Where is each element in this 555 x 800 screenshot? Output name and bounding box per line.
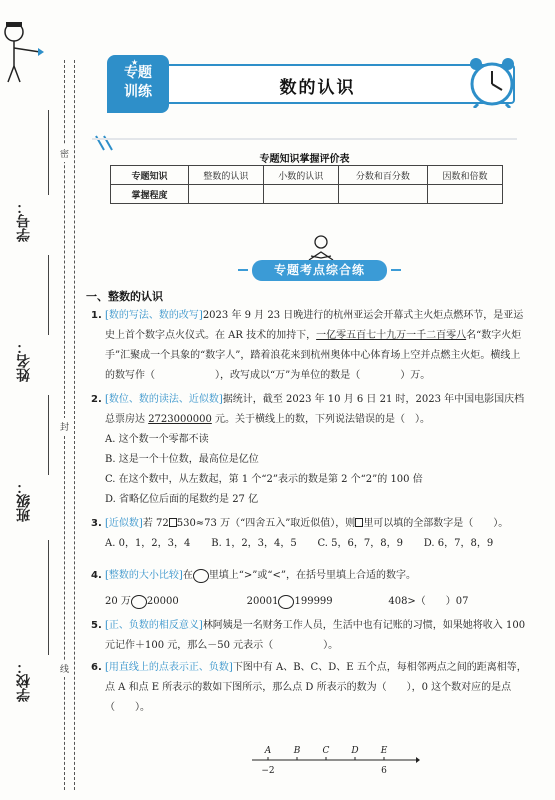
option-a[interactable]: A. 0，1，2，3，4	[105, 538, 191, 549]
underlined-text: 一亿零五百七十九万一千二百零八	[316, 330, 467, 341]
reading-figure-icon	[303, 234, 339, 262]
table-cell: 分数和百分数	[338, 166, 427, 185]
number-line	[250, 740, 420, 780]
option-d[interactable]: D. 省略亿位后面的尾数约是 27 亿	[105, 494, 259, 505]
question-text: 里可以填的全部数字是（ ）。	[363, 518, 509, 529]
question-text: 530≈73 万（“四舍五入”取近似值），则	[176, 518, 356, 529]
question-text: 据统计，截至 2023 年 10 月 6 日 21 时，2023 年中国电影国庆档总票房达	[105, 394, 525, 425]
question-6	[91, 658, 530, 718]
question-4	[91, 566, 530, 612]
question-2	[91, 390, 530, 510]
evaluation-table	[110, 165, 503, 204]
question-number: 4.	[91, 570, 102, 581]
seal-word-mi: 密	[60, 145, 69, 162]
question-number: 3.	[91, 518, 102, 529]
point-value: −2	[261, 766, 275, 776]
point-label-a: A	[264, 746, 272, 756]
name-field[interactable]	[4, 340, 44, 382]
mastery-input-cell[interactable]	[338, 185, 427, 204]
student-id-field[interactable]	[4, 200, 44, 242]
question-text: 2023 年 9 月 23 日晚进行的杭州亚运会开幕式主火炬点燃环节，是亚运史上首个数字点火仪式。在 AR 技术的加持下，	[105, 310, 524, 341]
alarm-clock-icon	[458, 52, 520, 108]
knowledge-point: [近似数]	[105, 518, 143, 529]
table-cell: 整数的认识	[189, 166, 264, 185]
question-3	[91, 514, 530, 554]
school-label: 学校：	[16, 660, 32, 702]
table-cell: 小数的认识	[263, 166, 338, 185]
section-banner: 专题考点综合练	[252, 260, 387, 281]
question-number: 5.	[91, 620, 102, 631]
tag-line-2: 训练	[124, 84, 152, 100]
question-5	[91, 616, 530, 656]
option-b[interactable]: B. 这是一个十位数，最高位是亿位	[105, 454, 259, 465]
question-1	[91, 306, 530, 386]
option-d[interactable]: D. 6，7，8，9	[423, 538, 494, 549]
compare-right: 20000	[146, 596, 179, 607]
compare-left: 20001	[246, 596, 279, 607]
seal-line-inner	[74, 60, 75, 790]
underlined-text: 2723000000	[148, 414, 212, 425]
table-row	[111, 185, 503, 204]
compare-fill[interactable]: 408>（ ）07	[388, 596, 469, 607]
tag-line-1: 专题	[124, 65, 152, 81]
point-label-d: D	[351, 746, 359, 756]
compare-circle[interactable]	[278, 595, 294, 609]
comparison-row	[105, 592, 530, 612]
question-number: 1.	[91, 310, 102, 321]
star-icon: ★	[131, 58, 139, 67]
options-row	[105, 534, 530, 554]
stick-figure-mascot-icon	[0, 18, 60, 88]
class-field[interactable]	[4, 480, 44, 522]
question-text: 下图中有 A、B、C、D、E 五个点，每相邻两点之间的距离相等，点 A 和点 E 所表示的数如下图所示，那么点 D 所表示的数为（ ），0 这个数对应的是点（ ）。	[105, 662, 527, 713]
compare-right: 199999	[294, 596, 333, 607]
table-row	[111, 166, 503, 185]
table-cell: 专题知识	[111, 166, 189, 185]
table-cell: 因数和倍数	[428, 166, 503, 185]
blank-circle[interactable]	[193, 569, 209, 583]
point-label-c: C	[322, 746, 330, 756]
mastery-input-cell[interactable]	[263, 185, 338, 204]
evaluation-title: 专题知识掌握评价表	[259, 154, 350, 165]
question-text: 元。关于横线上的数，下列说法错误的是（ ）。	[211, 414, 430, 425]
table-cell: 掌握程度	[111, 185, 189, 204]
point-label-e: E	[380, 746, 388, 756]
option-c[interactable]: C. 5，6，7，8，9	[317, 538, 403, 549]
seal-word-xian: 线	[60, 660, 69, 677]
blank-square[interactable]	[169, 518, 177, 527]
class-label: 班级：	[16, 480, 32, 522]
compare-circle[interactable]	[131, 595, 147, 609]
class-line	[48, 395, 49, 475]
question-text: 林阿姨是一名财务工作人员，生活中也有记账的习惯，如果她将收入 100 元记作＋100 元，那么－50 元表示（ ）。	[105, 620, 526, 651]
point-label-b: B	[293, 746, 301, 756]
knowledge-point: [整数的大小比较]	[105, 570, 183, 581]
point-value: 6	[381, 766, 387, 776]
knowledge-point: [正、负数的相反意义]	[105, 620, 203, 631]
question-text: 若 72	[142, 518, 169, 529]
option-c[interactable]: C. 在这个数中，从左数起，第 1 个“2”表示的数是第 2 个“2”的 100 倍	[105, 474, 423, 485]
mastery-input-cell[interactable]	[189, 185, 264, 204]
student-id-line	[48, 110, 49, 195]
question-text: 里填上“>”或“<”，在括号里填上合适的数字。	[208, 570, 417, 581]
school-line	[48, 540, 49, 655]
question-number: 2.	[91, 394, 102, 405]
seal-word-feng: 封	[60, 418, 69, 435]
knowledge-point: [用直线上的点表示正、负数]	[105, 662, 233, 673]
mastery-input-cell[interactable]	[428, 185, 503, 204]
question-text: 名“数字火炬手”汇聚成一个具象的“数字人”，踏着浪花来到杭州奥体中心体育场上空并点燃主火炬。横线上的数写作（ ），改写成以“万”为单位的数是（ ）万。	[105, 330, 522, 381]
knowledge-point: [数位、数的读法、近似数]	[105, 394, 223, 405]
option-b[interactable]: B. 1，2，3，4，5	[211, 538, 297, 549]
section-heading: 一、整数的认识	[86, 290, 163, 303]
title-banner	[120, 64, 515, 104]
school-field[interactable]	[4, 660, 44, 702]
question-number: 6.	[91, 662, 102, 673]
student-id-label: 学号：	[16, 200, 32, 242]
option-a[interactable]: A. 这个数一个零都不读	[105, 434, 209, 445]
page-title: 数的认识	[279, 78, 356, 98]
knowledge-point: [数的写法、数的改写]	[105, 310, 203, 321]
name-line	[48, 255, 49, 335]
question-text: 在	[182, 570, 193, 581]
name-label: 姓名：	[16, 340, 32, 382]
compare-left: 20 万	[105, 596, 131, 607]
